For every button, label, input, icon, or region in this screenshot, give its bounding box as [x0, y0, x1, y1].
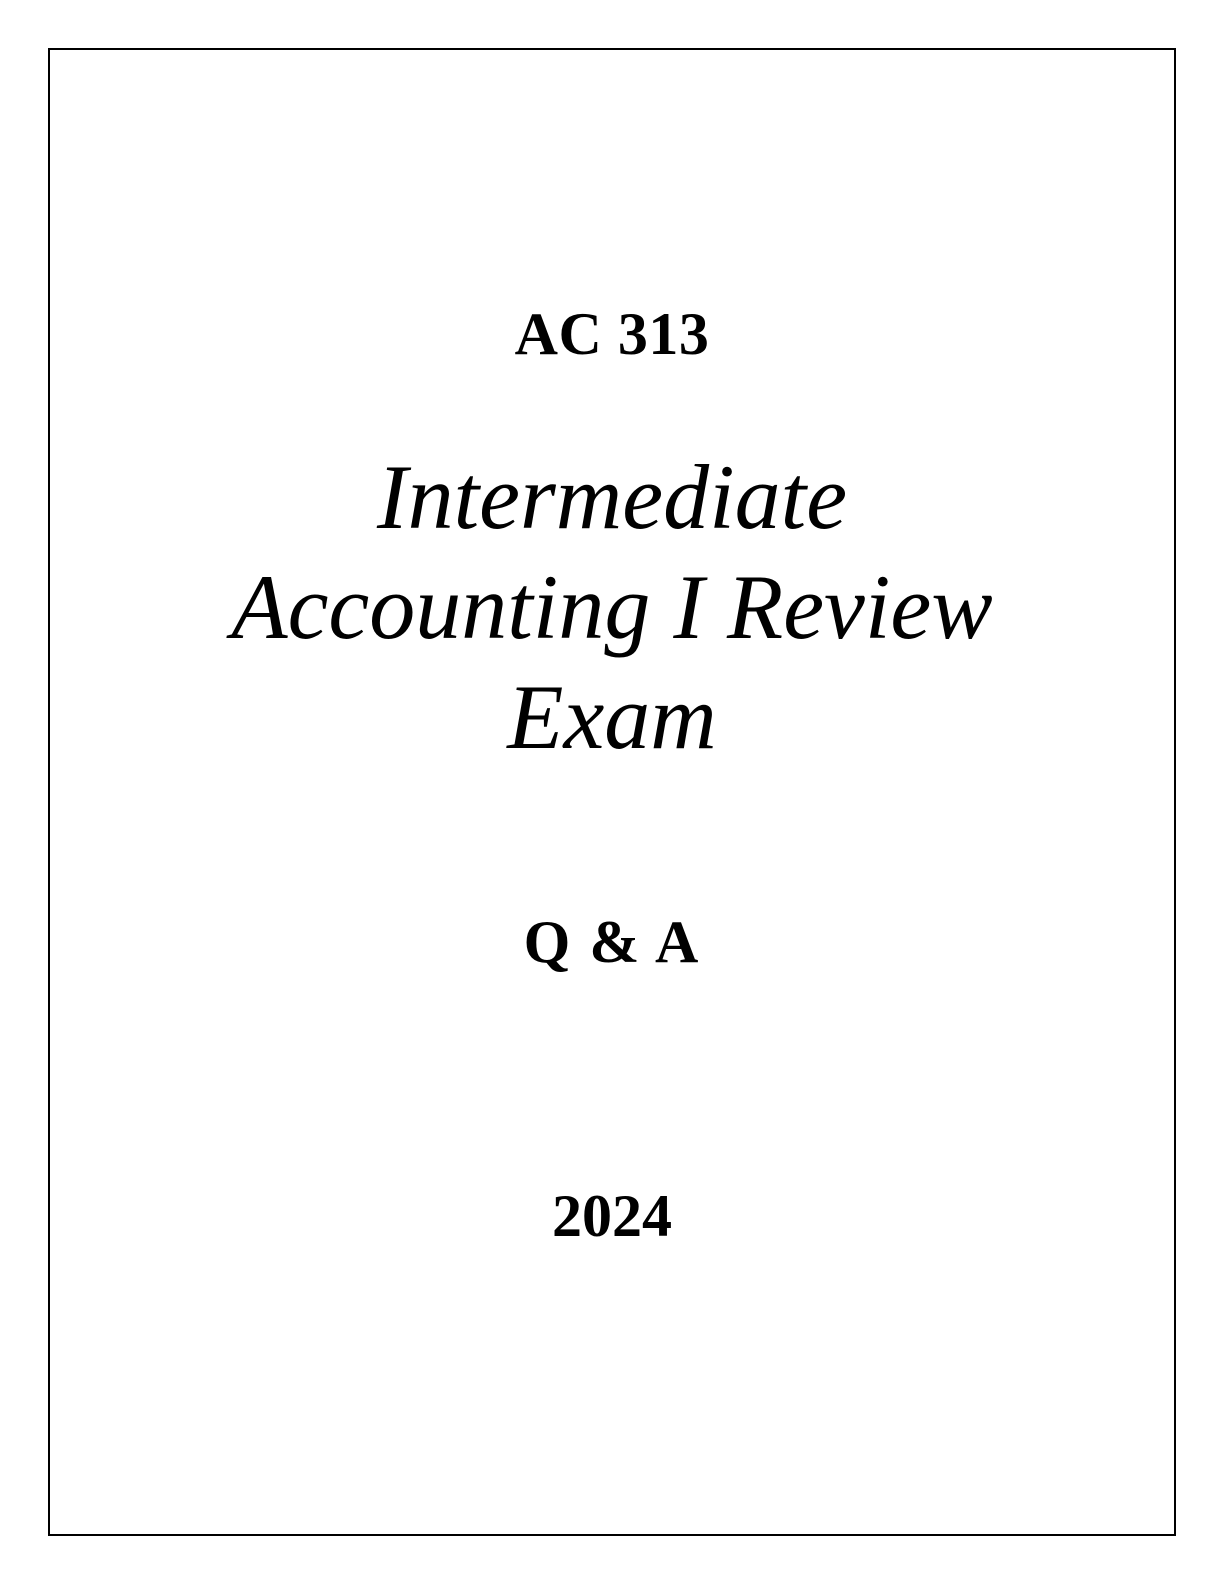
document-title-line-3: Exam — [507, 666, 717, 768]
document-title-line-2: Accounting I Review — [231, 556, 993, 658]
year-label: 2024 — [552, 1183, 672, 1249]
course-code-heading: AC 313 — [514, 301, 710, 367]
document-title-line-1: Intermediate — [376, 446, 848, 548]
page-border-frame — [48, 48, 1176, 1536]
subtitle-q-and-a: Q & A — [523, 909, 701, 975]
document-title — [0, 442, 1224, 772]
